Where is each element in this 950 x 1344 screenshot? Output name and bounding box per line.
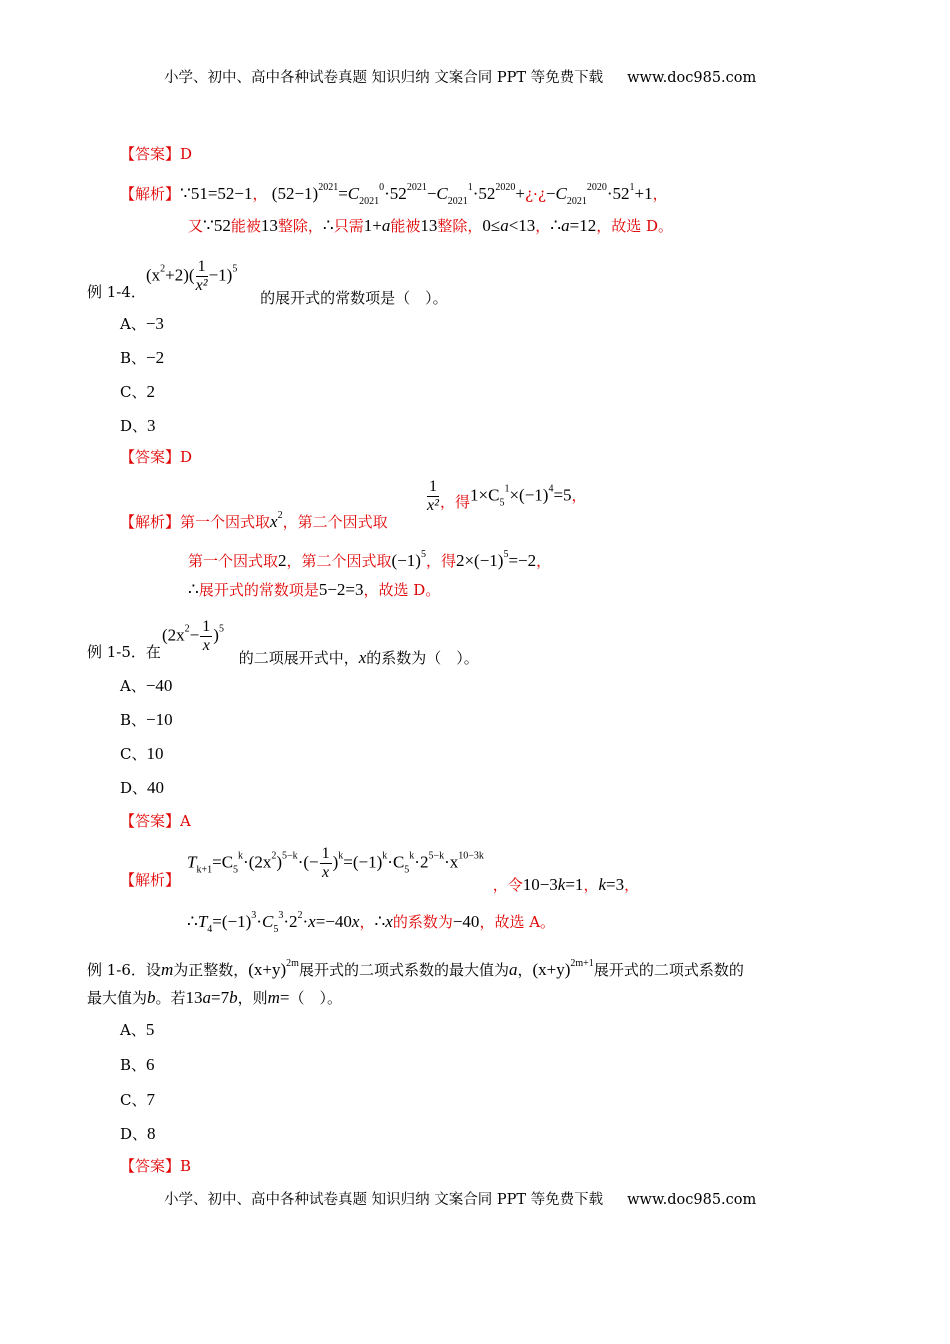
answer-text: 能被 [390, 217, 421, 235]
text-segment: a [508, 960, 518, 979]
text-segment: 5 [503, 549, 509, 560]
solution-1-4-fraction [426, 478, 587, 515]
expr: k [409, 850, 415, 862]
text-line [120, 1156, 191, 1176]
page-header [164, 68, 756, 88]
answer-text: 【答案】B [120, 1157, 192, 1175]
text-line [120, 1124, 156, 1144]
denominator: x² [427, 497, 439, 514]
text-segment: 1+ [363, 216, 382, 235]
text-line [120, 676, 172, 696]
answer-text: ， [359, 913, 375, 931]
text-segment: (52−1) [267, 184, 319, 203]
text-segment: 2 [277, 510, 283, 521]
text-line [187, 906, 555, 940]
text: 的二项展开式中， [238, 648, 359, 667]
text-segment: (x+y) [532, 960, 571, 979]
text-segment: 2m+1 [570, 958, 594, 969]
text-line [120, 1055, 155, 1075]
variable: x [358, 647, 367, 667]
text-segment: C、 [120, 383, 147, 401]
expr: 1×C [470, 485, 500, 505]
text-segment: 3 [278, 910, 284, 921]
text-segment: −10 [146, 710, 173, 729]
text-segment: 8 [147, 1124, 156, 1143]
expr: 1 [504, 483, 510, 495]
text-segment: C [555, 184, 567, 203]
text-line [120, 870, 180, 890]
text-segment: +1 [634, 184, 653, 203]
expr: ) [213, 625, 219, 645]
answer-text: ， [535, 217, 551, 235]
text-segment: C [436, 184, 448, 203]
footer-url[interactable]: www.doc985.com [627, 1192, 757, 1208]
expr: =1 [565, 874, 584, 894]
answer-text: 展开式的常数项是 [198, 581, 319, 599]
text-segment: 2021 [359, 196, 380, 207]
text-segment: A、 [120, 315, 146, 333]
text-segment: 。若 [155, 989, 186, 1007]
exponent: 5 [218, 623, 224, 635]
text-segment: ，则 [237, 989, 268, 1007]
text: ， [624, 875, 640, 894]
text-segment: 展开式的二项式系数的最大值为 [298, 961, 509, 979]
text: ，得 [440, 492, 471, 511]
text-segment: ·52 [384, 184, 407, 203]
text-segment: =−40 [315, 912, 352, 931]
text-segment: (−1) [391, 551, 421, 570]
expr: =C [212, 852, 234, 872]
text-segment: ·52 [472, 184, 496, 203]
answer-text: ， [652, 185, 668, 203]
text-segment: 1 [467, 182, 473, 193]
example-1-5-expression [162, 618, 479, 667]
expr: ·x [444, 852, 459, 872]
text-line [120, 447, 192, 467]
text-segment: 2021 [406, 182, 427, 193]
answer-text: 又 [188, 217, 204, 235]
text-segment: ∴ [374, 912, 386, 931]
fraction [320, 845, 332, 882]
answer-text: 只需 [333, 217, 364, 235]
expr: 4 [548, 483, 554, 495]
expr: k [338, 850, 344, 862]
answer-text: 整除， [437, 217, 483, 235]
text-segment: ·2 [283, 912, 298, 931]
text-segment: 2021 [566, 196, 587, 207]
text-segment: C [347, 184, 360, 203]
text-line [120, 744, 163, 764]
text-line [120, 778, 164, 798]
text-segment: 5 [273, 924, 279, 935]
denominator: x [202, 637, 210, 654]
expr: k [382, 850, 388, 862]
expr: 10−3k [458, 850, 484, 862]
text-segment: · [302, 912, 309, 931]
expr: 5 [499, 497, 505, 509]
solution-1-5-general-term [187, 845, 640, 894]
answer-text: ， [536, 552, 552, 570]
text-segment: ∵52 [203, 216, 231, 235]
expr: 10−3 [522, 874, 558, 894]
text-segment: C、 [120, 745, 147, 763]
text-line [120, 1020, 154, 1040]
expr: ) [276, 852, 283, 872]
text-segment: 5 [420, 549, 426, 560]
text-segment: − [426, 184, 437, 203]
answer-text: 【解析】 [120, 185, 181, 203]
text-segment: 5 [145, 1020, 155, 1039]
answer-text: ，故选 A。 [479, 913, 556, 931]
text-segment: D、 [120, 417, 148, 435]
text-segment: −2 [146, 348, 165, 367]
text-segment: b [147, 988, 156, 1007]
text-segment: x [270, 512, 278, 531]
text-line [188, 545, 551, 571]
expr: 2 [271, 850, 277, 862]
text-segment: ∵51=52−1 [180, 184, 253, 203]
text-segment: 例 1-4． [87, 283, 146, 301]
answer-text: ，第二个因式取 [282, 513, 388, 531]
text-segment: ∴ [322, 216, 334, 235]
text-line [120, 710, 173, 730]
numerator: 1 [202, 618, 211, 635]
text-segment: 13 [185, 988, 203, 1007]
text-segment: −40 [145, 676, 173, 695]
text-segment: a [202, 988, 212, 1007]
text-line [87, 282, 146, 302]
expr: +2)( [165, 265, 195, 285]
text-segment: = [338, 184, 348, 203]
answer-text: 【解析】 [120, 871, 181, 889]
text-line [120, 416, 156, 436]
text-segment: + [515, 184, 526, 203]
text-segment: 0≤ [482, 216, 501, 235]
expr: =3 [606, 874, 625, 894]
text-line [120, 314, 164, 334]
answer-text: 的系数为 [392, 913, 453, 931]
text-segment: ∴ [550, 216, 562, 235]
answer-text: 整除， [277, 217, 323, 235]
text-segment: B、 [120, 349, 147, 367]
answer-text: ，第二个因式取 [286, 552, 392, 570]
text-segment: a [561, 216, 570, 235]
text-segment: T [197, 912, 208, 931]
text-line [120, 811, 191, 831]
text-segment: (x+y) [248, 960, 287, 979]
text-segment: 2 [297, 910, 303, 921]
text-segment: C、 [120, 1091, 147, 1109]
expr: 5 [404, 864, 410, 876]
text-segment: 1 [629, 182, 635, 193]
expr: =5 [553, 485, 572, 505]
expr: k+1 [196, 864, 213, 876]
text-segment: 为正整数， [173, 961, 249, 979]
text-segment: · [256, 912, 262, 931]
answer-text: 【解析】第一个因式取 [120, 513, 271, 531]
expr: ·2 [414, 852, 429, 872]
answer-text: ¿·¿ [525, 185, 546, 203]
text-segment: m [160, 960, 174, 979]
expr: (x [146, 265, 161, 285]
fraction [196, 258, 208, 295]
expr: 5 [233, 864, 239, 876]
fraction [200, 618, 212, 655]
expr: ·(2x [243, 852, 272, 872]
text-segment: 7 [146, 1090, 155, 1109]
answer-text: 【答案】D [120, 145, 193, 163]
text-segment: =(−1) [212, 912, 252, 931]
text-segment: ·52 [606, 184, 630, 203]
text-segment: 6 [146, 1055, 155, 1074]
text-line [120, 348, 164, 368]
expr: 2 [160, 263, 166, 275]
expr: ×(−1) [509, 485, 549, 505]
expr: ·(− [297, 852, 319, 872]
page-footer [164, 1190, 756, 1210]
denominator: x [322, 864, 330, 881]
text-segment: 最大值为 [87, 989, 148, 1007]
header-text: 小学、初中、高中各种试卷真题 知识归纳 文案合同 PPT 等免费下载 [164, 70, 604, 86]
text-segment: 2 [278, 551, 287, 570]
text-segment: （ ）。 [289, 989, 343, 1007]
text-segment: 0 [379, 182, 385, 193]
text-segment: 2020 [495, 182, 516, 193]
answer-text: ， [252, 185, 268, 203]
text-segment: B、 [120, 711, 147, 729]
text-segment: C [261, 912, 274, 931]
text-line [120, 506, 388, 532]
expr: −1) [208, 265, 233, 285]
text: ，令 [492, 875, 523, 894]
text-line [87, 642, 161, 662]
text-segment: 2020 [586, 182, 607, 193]
text-segment: −40 [452, 912, 480, 931]
text-segment: 2m [286, 958, 299, 969]
text-segment: b [229, 988, 238, 1007]
expr: 5−k [428, 850, 445, 862]
text-segment: =7 [211, 988, 230, 1007]
text: 的系数为（ ）。 [366, 648, 479, 667]
text-segment: B、 [120, 1056, 147, 1074]
text-line [120, 178, 668, 212]
answer-text: 【答案】A [120, 812, 191, 830]
text-line [188, 580, 440, 600]
text-segment: = [279, 988, 290, 1007]
question-text [239, 649, 479, 667]
text-segment: A、 [120, 1021, 146, 1039]
text-segment: D、 [120, 779, 148, 797]
example-1-4-expression [146, 258, 448, 307]
text-segment: 4 [207, 924, 213, 935]
expr: 2 [184, 623, 190, 635]
text-segment: 2 [146, 382, 155, 401]
text-segment: −3 [145, 314, 164, 333]
text-segment: 例 1-5．在 [87, 643, 161, 661]
answer-text: ，故选 D。 [596, 217, 674, 235]
text-line [120, 1090, 155, 1110]
expr: k [598, 874, 606, 894]
text-segment: x [351, 912, 360, 931]
text: ， [571, 486, 587, 505]
text-segment: D、 [120, 1125, 148, 1143]
text-segment: 3 [147, 416, 156, 435]
text-segment: a [381, 216, 391, 235]
answer-text: ，得 [425, 552, 456, 570]
text-segment: a [500, 216, 509, 235]
text-segment: 3 [251, 910, 257, 921]
text: ， [583, 875, 599, 894]
text-segment: m [267, 988, 280, 1007]
expr: ) [332, 852, 339, 872]
text-line [120, 144, 192, 164]
numerator: 1 [429, 478, 437, 495]
numerator: 1 [321, 845, 330, 862]
text-segment: 2021 [318, 182, 339, 193]
text-segment: 40 [147, 778, 165, 797]
denominator: x² [195, 277, 208, 294]
expr: − [189, 625, 200, 645]
text-segment: ∴ [187, 912, 198, 931]
text-segment: x [308, 912, 316, 931]
expr: k [238, 850, 244, 862]
text-segment: 13 [420, 216, 438, 235]
expr: =(−1) [343, 852, 383, 872]
text-segment: 5−2=3 [318, 580, 364, 599]
question-text: 的展开式的常数项是（ ）。 [260, 288, 448, 307]
text-segment: ， [517, 961, 533, 979]
text-line [87, 954, 744, 980]
text-segment: 2×(−1) [455, 551, 504, 570]
text-segment: ∴ [188, 580, 199, 599]
text-line [87, 988, 342, 1008]
fraction [427, 478, 439, 515]
text-segment: =12 [569, 216, 597, 235]
text-segment: 13 [260, 216, 278, 235]
footer-text: 小学、初中、高中各种试卷真题 知识归纳 文案合同 PPT 等免费下载 [164, 1192, 604, 1208]
expr: T [187, 852, 197, 872]
text-segment: 展开式的二项式系数的 [593, 961, 744, 979]
text-segment: − [545, 184, 556, 203]
answer-text: ，故选 D。 [363, 581, 441, 599]
header-url[interactable]: www.doc985.com [627, 70, 757, 86]
expr: (2x [162, 625, 185, 645]
answer-text: 能被 [230, 217, 261, 235]
answer-text: 【答案】D [120, 448, 193, 466]
answer-text: 第一个因式取 [188, 552, 279, 570]
expr: ·C [387, 852, 405, 872]
text-line [188, 216, 673, 236]
text-segment: =−2 [508, 551, 537, 570]
text-segment: 10 [146, 744, 164, 763]
exponent: 5 [232, 263, 238, 275]
text-line [120, 382, 155, 402]
text-segment: 例 1-6．设 [87, 961, 161, 979]
text-segment: A、 [120, 677, 146, 695]
expr: 5−k [282, 850, 298, 862]
text-segment: 2021 [447, 196, 468, 207]
numerator: 1 [197, 258, 206, 275]
text-segment: x [385, 912, 393, 931]
expr: k [557, 874, 566, 894]
text-segment: <13 [508, 216, 536, 235]
